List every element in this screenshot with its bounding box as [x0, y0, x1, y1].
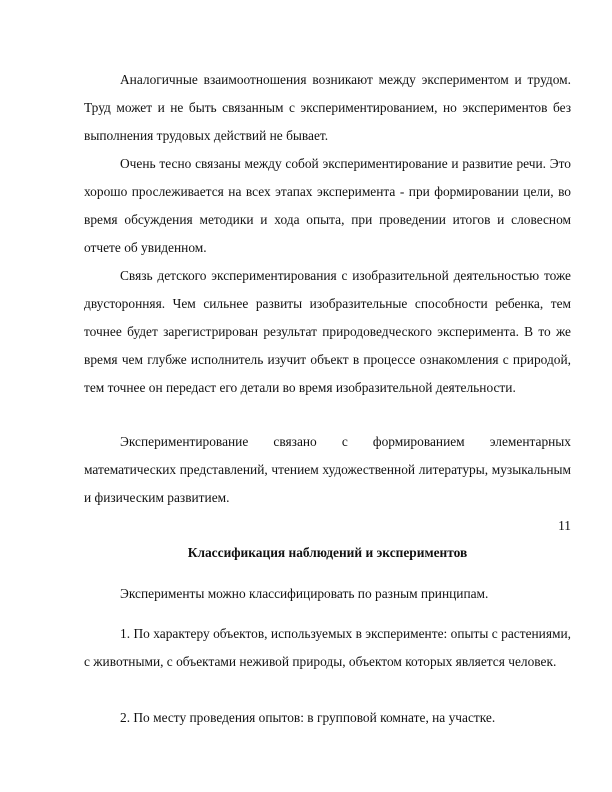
list-item-objects: 1. По характеру объектов, используемых в эксперименте: опыты с растениями, с животными, с объектами неживой природы, объектом которых является человек. — [84, 626, 571, 669]
section-heading: Классификация наблюдений и экспериментов — [187, 545, 468, 560]
paragraph-speech: Очень тесно связаны между собой экспериментирование и развитие речи. Это хорошо прослеживается на всех этапах эксперимента - при формировании цели, во время обсуждения методики и хода опыта, при проведении итогов и словесном отчете об увиденном. — [84, 156, 571, 255]
list-item-place: 2. По месту проведения опытов: в групповой комнате, на участке. — [120, 710, 496, 725]
paragraph-labor: Аналогичные взаимоотношения возникают между экспериментом и трудом. Труд может и не быть связанным с экспериментированием, но экспериментов без выполнения трудовых действий не бывает. — [84, 72, 571, 143]
paragraph-math: Экспериментирование связано с формированием элементарных математических представлений, чтением художественной литературы, музыкальным и физическим развитием. — [84, 434, 571, 505]
paragraph-art: Связь детского экспериментирования с изобразительной деятельностью тоже двусторонняя. Чем сильнее развиты изобразительные способности ребенка, тем точнее будет зарегистрирован результат природоведческого эксперимента. В то же время чем глубже исполнитель изучит объект в процессе ознакомления с природой, тем точнее он передаст его детали во время изобразительной деятельности. — [84, 268, 571, 395]
paragraph-classification-intro: Эксперименты можно классифицировать по разным принципам. — [120, 586, 489, 601]
page-number: 11 — [558, 518, 571, 533]
